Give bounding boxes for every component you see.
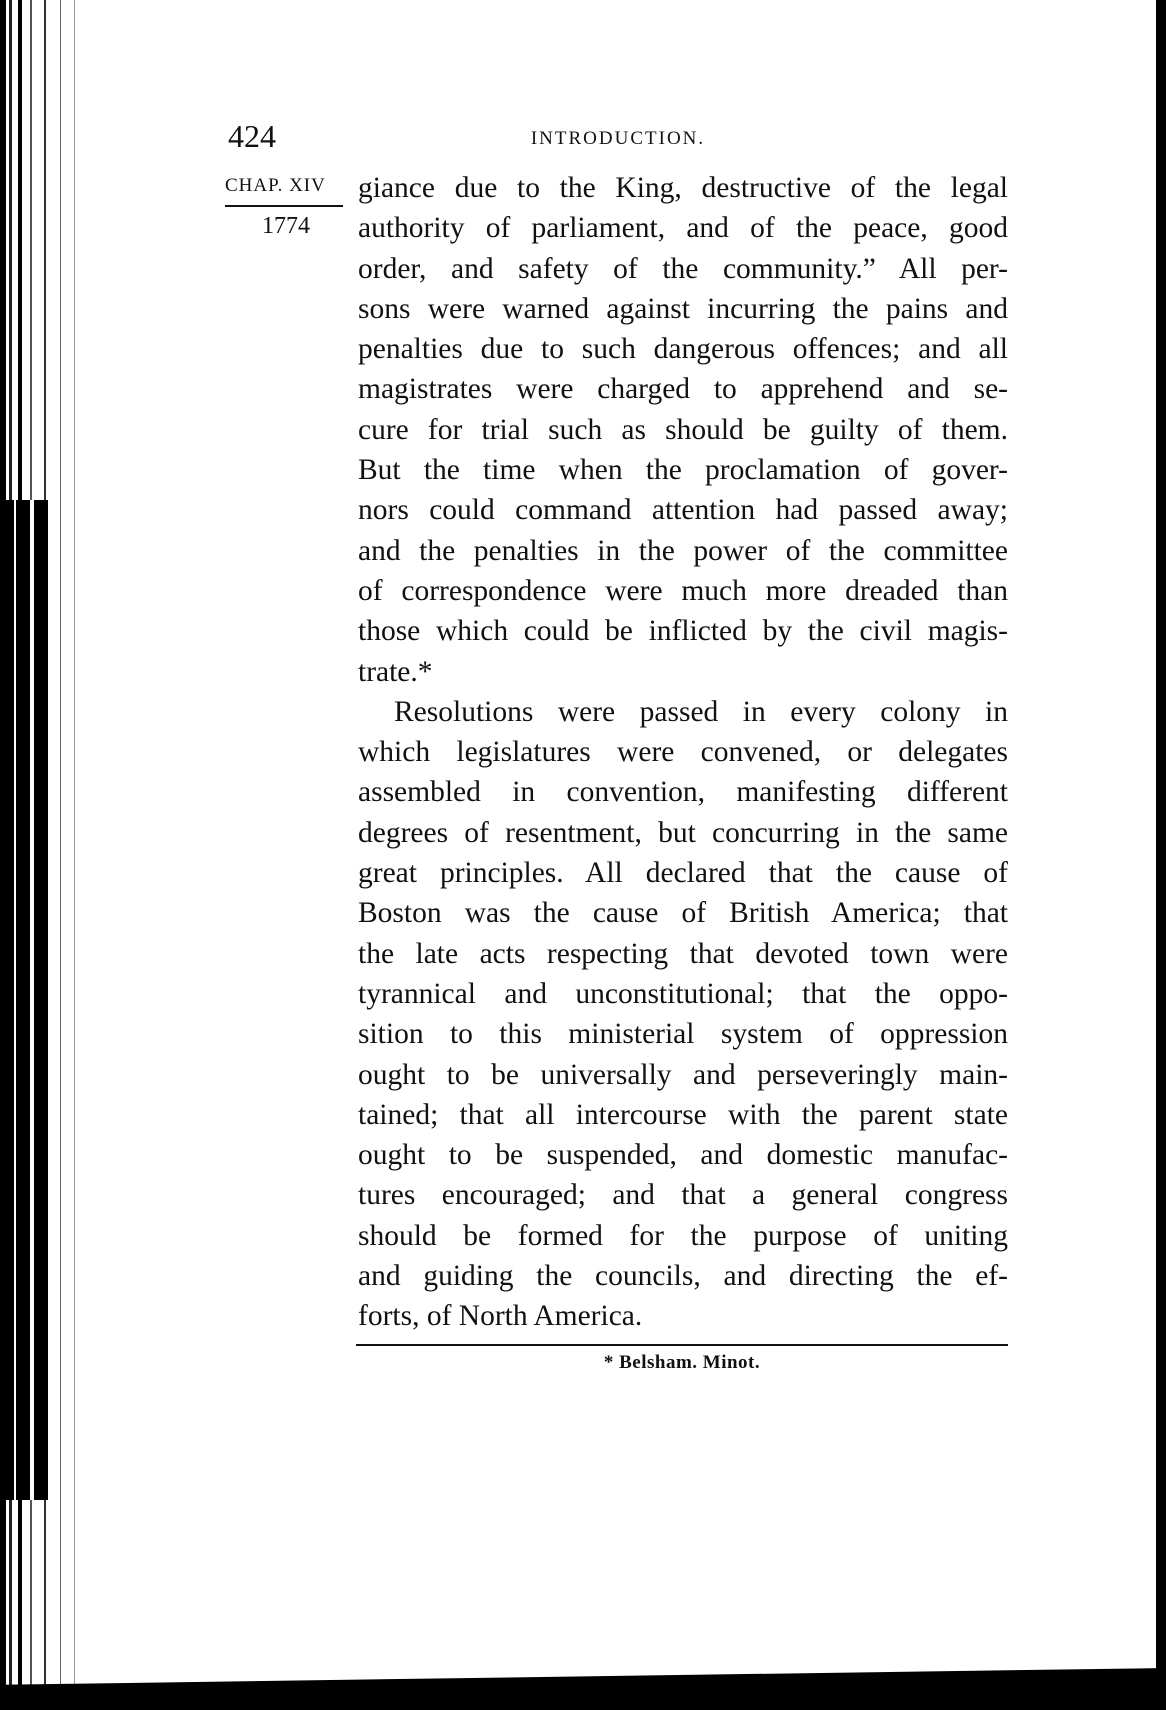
text-line: tyrannical and unconstitutional; that the oppo- — [358, 977, 1008, 1010]
text-line: and the penalties in the power of the committee — [358, 534, 1008, 567]
text-line: of correspondence were much more dreaded than — [358, 574, 1008, 607]
chapter-label: CHAP. XIV — [225, 175, 326, 196]
text-line: Resolutions were passed in every colony in — [394, 695, 1008, 728]
page-number: 424 — [228, 118, 276, 154]
margin-note — [225, 175, 347, 240]
text-line: and guiding the councils, and directing the ef- — [358, 1260, 1008, 1293]
text-line: great principles. All declared that the cause of — [358, 857, 1008, 890]
page-right-edge — [1156, 0, 1166, 1710]
page-header — [228, 118, 1008, 158]
text-line: magistrates were charged to apprehend and se- — [358, 373, 1008, 406]
text-line: ought to be suspended, and domestic manufac- — [358, 1139, 1008, 1172]
text-line: which legislatures were convened, or delegates — [358, 736, 1008, 769]
text-line: sition to this ministerial system of oppression — [358, 1018, 1008, 1051]
book-binding-shadow — [0, 500, 60, 1500]
text-line: ought to be universally and perseveringly main- — [358, 1058, 1008, 1091]
footnote-rule — [356, 1344, 1008, 1346]
text-line: nors could command attention had passed away; — [358, 494, 1008, 527]
text-line: authority of parliament, and of the peace, good — [358, 212, 1008, 245]
text-line: tained; that all intercourse with the parent state — [358, 1098, 1008, 1131]
text-line: sons were warned against incurring the pains and — [358, 292, 1008, 325]
text-line: Boston was the cause of British America; that — [358, 897, 1008, 930]
text-line: assembled in convention, manifesting different — [358, 776, 1008, 809]
text-line: should be formed for the purpose of uniting — [358, 1219, 1008, 1252]
text-line: penalties due to such dangerous offences; and all — [358, 333, 1008, 366]
text-line: order, and safety of the community.” All per- — [358, 252, 1008, 285]
text-line: tures encouraged; and that a general congress — [358, 1179, 1008, 1212]
text-line: those which could be inflicted by the civil magis- — [358, 615, 1008, 648]
running-head: INTRODUCTION. — [530, 128, 706, 149]
text-line: giance due to the King, destructive of the legal — [358, 172, 1008, 204]
text-line: the late acts respecting that devoted town were — [358, 937, 1008, 970]
text-line: degrees of resentment, but concurring in the same — [358, 816, 1008, 849]
page-bottom-edge — [0, 1668, 1166, 1710]
text-line: cure for trial such as should be guilty of them. — [358, 413, 1008, 446]
text-line: trate.* — [358, 655, 433, 688]
body-text — [358, 168, 1008, 1337]
year-label: 1774 — [262, 213, 310, 239]
footnote: * Belsham. Minot. — [603, 1352, 761, 1373]
text-line: forts, of North America. — [358, 1300, 643, 1333]
margin-rule — [225, 205, 343, 207]
text-line: But the time when the proclamation of gover- — [358, 454, 1008, 487]
